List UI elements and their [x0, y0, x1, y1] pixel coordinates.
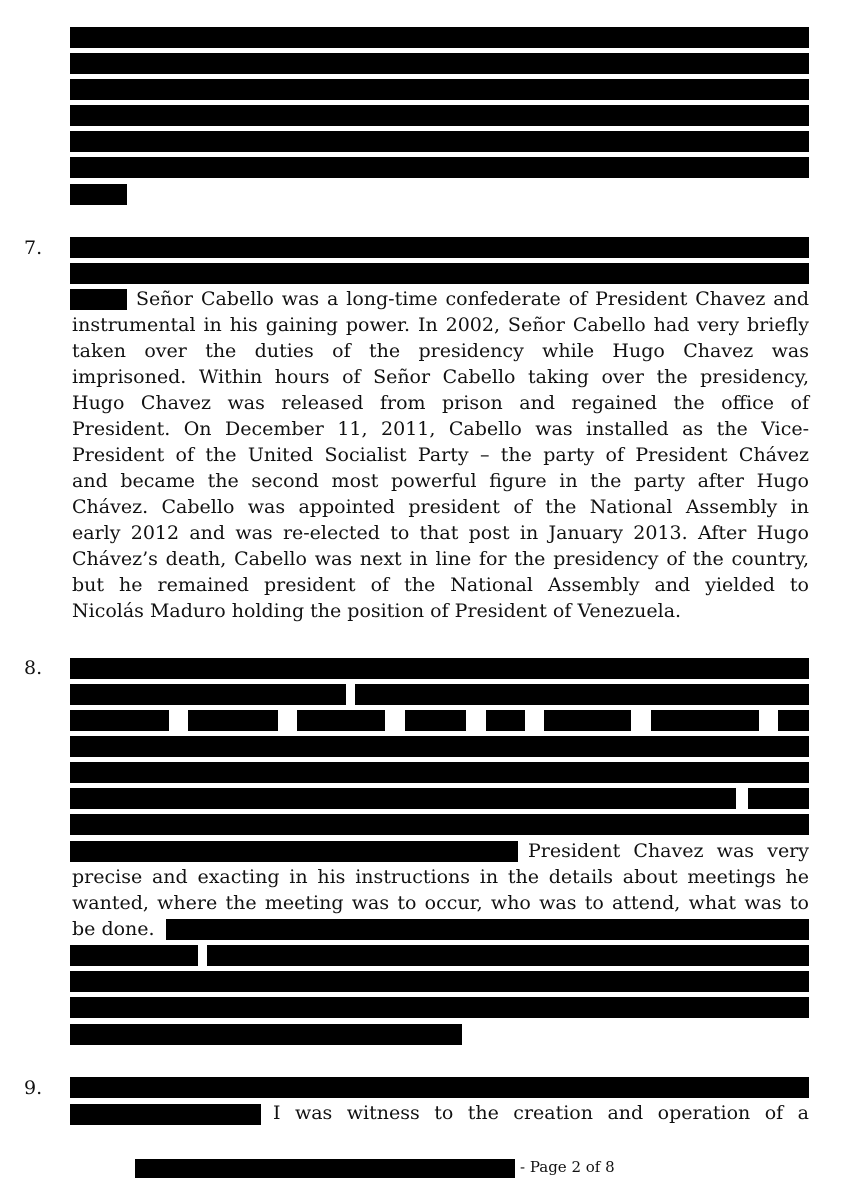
redaction-bar: [778, 710, 809, 731]
redaction-bar: [70, 710, 169, 731]
redaction-bar: [70, 1077, 809, 1098]
redaction-bar: [70, 841, 518, 862]
redaction-bar: [70, 27, 809, 48]
redaction-bar: [70, 762, 809, 783]
text-line: instrumental in his gaining power. In 2002, Señor Cabello had very briefly: [72, 314, 809, 336]
text-line: precise and exacting in his instructions in the details about meetings he: [72, 866, 809, 888]
redaction-bar: [70, 971, 809, 992]
text-line: President of the United Socialist Party – the party of President Chávez: [72, 444, 809, 466]
redaction-bar: [70, 1024, 462, 1045]
redaction-bar: [70, 184, 127, 205]
redaction-bar: [70, 788, 736, 809]
redaction-bar: [355, 684, 809, 705]
text-line: Nicolás Maduro holding the position of President of Venezuela.: [72, 600, 682, 622]
redaction-bar: [70, 131, 809, 152]
redaction-bar: [544, 710, 631, 731]
redaction-bar: [70, 237, 809, 258]
redaction-bar: [70, 79, 809, 100]
redaction-bar: [70, 997, 809, 1018]
text-line: President Chavez was very: [528, 840, 809, 862]
redaction-bar: [70, 684, 346, 705]
redaction-bar: [70, 736, 809, 757]
text-line: I was witness to the creation and operation of a: [273, 1102, 809, 1124]
redaction-bar: [70, 157, 809, 178]
redaction-bar: [748, 788, 809, 809]
redaction-bar: [70, 289, 127, 310]
text-line: Señor Cabello was a long-time confederate of President Chavez and: [136, 288, 809, 310]
text-line: Chávez’s death, Cabello was next in line for the presidency of the country,: [72, 548, 809, 570]
redaction-bar: [70, 658, 809, 679]
redaction-bar: [135, 1159, 515, 1178]
text-line: but he remained president of the National Assembly and yielded to: [72, 574, 809, 596]
redaction-bar: [486, 710, 525, 731]
redaction-bar: [207, 945, 809, 966]
paragraph-number: 9.: [24, 1077, 43, 1099]
text-line: President. On December 11, 2011, Cabello was installed as the Vice-: [72, 418, 809, 440]
redaction-bar: [166, 919, 809, 940]
text-line: and became the second most powerful figure in the party after Hugo: [72, 470, 809, 492]
redaction-bar: [70, 1104, 261, 1125]
redaction-bar: [70, 105, 809, 126]
redaction-bar: [297, 710, 385, 731]
paragraph-number: 7.: [24, 237, 43, 259]
redaction-bar: [70, 263, 809, 284]
text-line: imprisoned. Within hours of Señor Cabello taking over the presidency,: [72, 366, 809, 388]
redaction-bar: [188, 710, 278, 731]
redaction-bar: [405, 710, 466, 731]
text-line: early 2012 and was re-elected to that post in January 2013. After Hugo: [72, 522, 809, 544]
page-number: - Page 2 of 8: [520, 1158, 615, 1176]
paragraph-number: 8.: [24, 657, 43, 679]
redaction-bar: [651, 710, 759, 731]
text-line: Hugo Chavez was released from prison and regained the office of: [72, 392, 809, 414]
redaction-bar: [70, 945, 198, 966]
text-line: Chávez. Cabello was appointed president of the National Assembly in: [72, 496, 809, 518]
text-line: wanted, where the meeting was to occur, who was to attend, what was to: [72, 892, 809, 914]
redaction-bar: [70, 814, 809, 835]
redaction-bar: [70, 53, 809, 74]
text-line: taken over the duties of the presidency while Hugo Chavez was: [72, 340, 809, 362]
text-line: be done.: [72, 918, 155, 940]
